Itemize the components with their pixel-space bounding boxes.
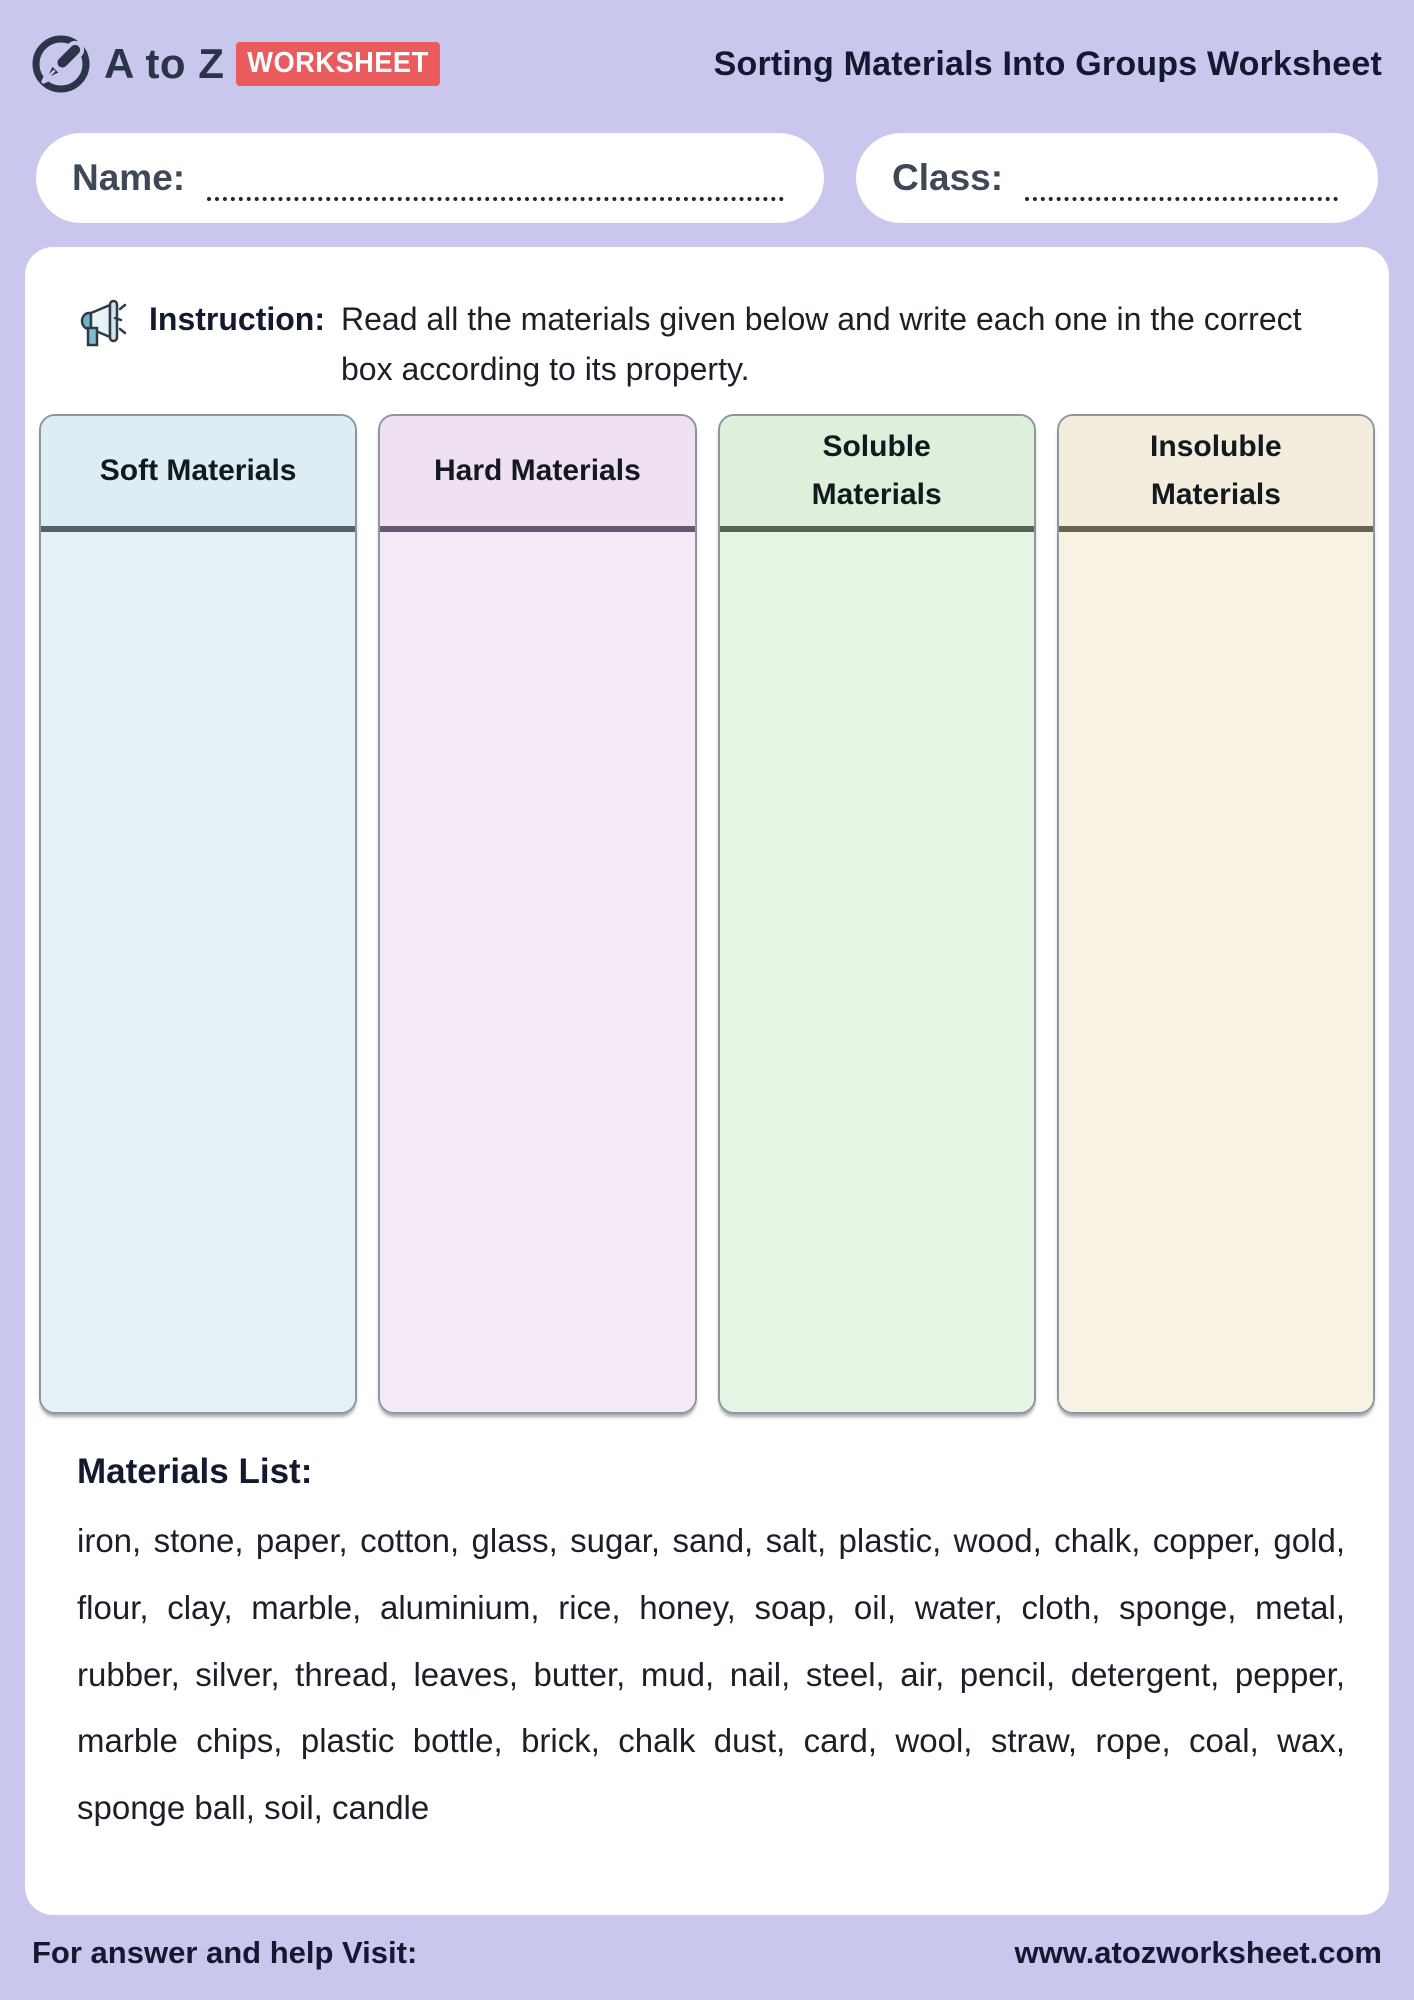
- instruction: [77, 295, 1347, 394]
- footer: [0, 1935, 1414, 1971]
- column-soft-write-area[interactable]: [41, 532, 355, 1412]
- name-label: Name:: [72, 157, 186, 198]
- materials-list-section: [77, 1452, 1345, 1841]
- instruction-text: Read all the materials given below and write each one in the correct box according to its property.: [340, 301, 1302, 387]
- column-hard-materials: [378, 414, 696, 1414]
- name-input-line[interactable]: [207, 155, 784, 201]
- column-soluble-materials: [718, 414, 1036, 1414]
- column-hard-header: [380, 416, 694, 532]
- worksheet-card: [25, 247, 1389, 1915]
- class-label: Class:: [892, 157, 1004, 198]
- column-insoluble-materials: [1057, 414, 1375, 1414]
- footer-website-link[interactable]: www.atozworksheet.com: [1014, 1935, 1382, 1970]
- column-insoluble-header: [1059, 416, 1373, 532]
- name-field: [36, 133, 824, 223]
- column-insoluble-title: Insoluble Materials: [1150, 430, 1282, 512]
- class-field: [856, 133, 1378, 223]
- column-soft-materials: [39, 414, 357, 1414]
- column-soft-title: Soft Materials: [99, 454, 297, 488]
- megaphone-icon: [77, 295, 149, 354]
- brand-name: A to Z: [104, 40, 225, 87]
- footer-help-text: For answer and help Visit:: [32, 1935, 418, 1970]
- column-soluble-write-area[interactable]: [720, 532, 1034, 1412]
- column-insoluble-write-area[interactable]: [1059, 532, 1373, 1412]
- page-title: Sorting Materials Into Groups Worksheet: [713, 44, 1382, 83]
- brand-badge: WORKSHEET: [236, 42, 440, 86]
- fields-row: [0, 133, 1414, 223]
- column-hard-title: Hard Materials: [434, 454, 641, 488]
- materials-list-text: iron, stone, paper, cotton, glass, sugar, sand, salt, plastic, wood, chalk, copper, gold, flour, clay, marble, aluminium, rice, honey, soap, oil, water, cloth, sponge, metal, rubber, silver, thread, leaves, butter, mud, nail, steel, air, pencil, detergent, pepper, marble chips, plastic bottle, brick, chalk dust, card, wool, straw, rope, coal, wax, sponge ball, soil, candle: [77, 1522, 1345, 1826]
- materials-list-heading: Materials List:: [77, 1452, 313, 1492]
- header: [0, 0, 1414, 98]
- column-soluble-header: [720, 416, 1034, 532]
- column-soluble-title: Soluble Materials: [811, 430, 942, 512]
- class-input-line[interactable]: [1025, 155, 1338, 201]
- pen-circle-logo-icon: [30, 33, 92, 95]
- column-soft-header: [41, 416, 355, 532]
- instruction-label: Instruction:: [149, 301, 325, 337]
- brand: [30, 33, 453, 95]
- sorting-columns: [39, 414, 1375, 1414]
- column-hard-write-area[interactable]: [380, 532, 694, 1412]
